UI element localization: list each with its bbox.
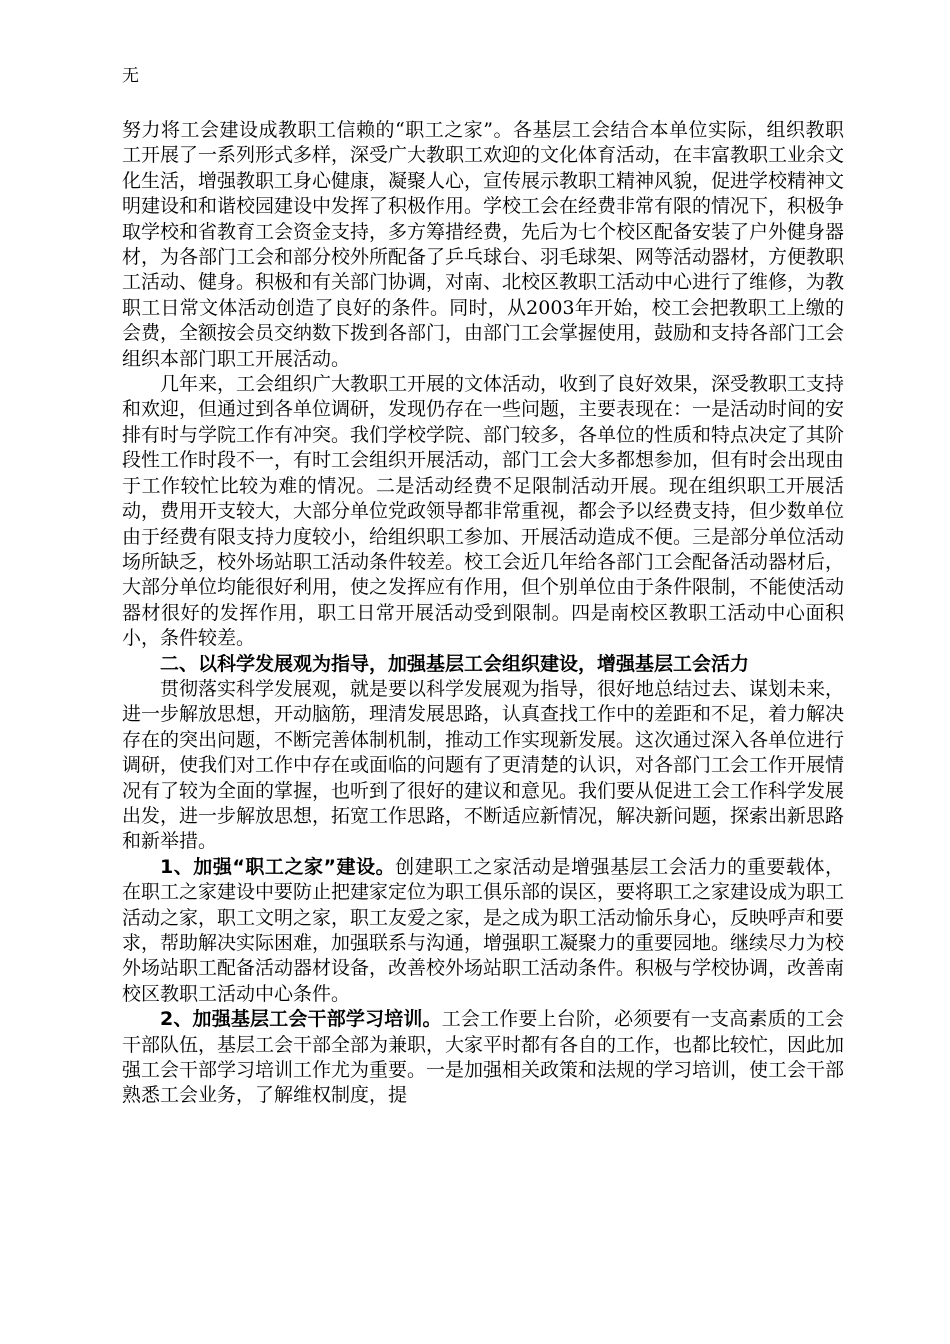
item-1-paragraph [122, 855, 844, 1007]
paragraph-problems: 几年来，工会组织广大教职工开展的文体活动，收到了良好效果，深受教职工支持和欢迎，但通过到各单位调研，发现仍存在一些问题，主要表现在：一是活动时间的安排有时与学院工作有冲突。我们学校学院、部门较多，各单位的性质和特点决定了其阶段性工作时段不一，有时工会组织开展活动，部门工会大多都想参加，但有时会出现由于工作较忙比较为难的情况。二是活动经费不足限制活动开展。现在组织职工开展活动，费用开支较大，大部分单位党政领导都非常重视，都会予以经费支持，但少数单位由于经费有限支持力度较小，给组织职工参加、开展活动造成不便。三是部分单位活动场所缺乏，校外场站职工活动条件较差。校工会近几年给各部门工会配备活动器材后，大部分单位均能很好利用，使之发挥应有作用，但个别单位由于条件限制，不能使活动器材很好的发挥作用，职工日常开展活动受到限制。四是南校区教职工活动中心面积小，条件较差。 [122, 373, 845, 650]
document-body [122, 118, 844, 1109]
item-2-paragraph [122, 1007, 844, 1109]
paragraph-continuation: 努力将工会建设成教职工信赖的“职工之家”。各基层工会结合本单位实际，组织教职工开展了一系列形式多样，深受广大教职工欢迎的文化体育活动，在丰富教职工业余文化生活，增强教职工身心健康，凝聚人心，宣传展示教职工精神风貌，促进学校精神文明建设和和谐校园建设中发挥了积极作用。学校工会在经费非常有限的情况下，积极争取学校和省教育工会资金支持，多方筹措经费，先后为七个校区配备安装了户外健身器材，为各部门工会和部分校外所配备了乒乓球台、羽毛球架、网等活动器材，方便教职工活动、健身。积极和有关部门协调，对南、北校区教职工活动中心进行了维修，为教职工日常文体活动创造了良好的条件。同时，从2003年开始，校工会把教职工上缴的会费，全额按会员交纳数下拨到各部门，由部门工会掌握使用，鼓励和支持各部门工会组织本部门职工开展活动。 [122, 119, 845, 370]
paragraph-scientific-development: 贯彻落实科学发展观，就是要以科学发展观为指导，很好地总结过去、谋划未来，进一步解放思想，开动脑筋，理清发展思路，认真查找工作中的差距和不足，着力解决存在的突出问题，不断完善体制机制，推动工作实现新发展。这次通过深入各单位进行调研，使我们对工作中存在或面临的问题有了更清楚的认识，对各部门工会工作开展情况有了较为全面的掌握，也听到了很好的建议和意见。我们要从促进工会工作科学发展出发，进一步解放思想，拓宽工作思路，不断适应新情况，解决新问题，探索出新思路和新举措。 [122, 677, 845, 853]
item-2-lead: 2、加强基层工会干部学习培训。 [160, 1008, 442, 1031]
section-heading-2: 二、以科学发展观为指导，加强基层工会组织建设，增强基层工会活力 [160, 652, 750, 675]
item-1-lead: 1、加强“职工之家”建设。 [160, 855, 396, 878]
item-1-body: 创建职工之家活动是增强基层工会活力的重要载体，在职工之家建设中要防止把建家定位为职工俱乐部的误区，要将职工之家建设成为职工活动之家，职工文明之家，职工友爱之家，是之成为职工活动愉乐身心，反映呼声和要求，帮助解决实际困难，加强联系与沟通，增强职工凝聚力的重要园地。继续尽力为校外场站职工配备活动器材设备，改善校外场站职工活动条件。积极与学校协调，改善南校区教职工活动中心条件。 [122, 855, 845, 1005]
item-2-body: 工会工作要上台阶，必须要有一支高素质的工会干部队伍，基层工会干部全部为兼职，大家平时都有各自的工作，也都比较忙，因此加强工会干部学习培训工作尤为重要。一是加强相关政策和法规的学习培训，使工会干部熟悉工会业务，了解维权制度，提 [122, 1008, 845, 1107]
page-header-mark: 无 [122, 66, 139, 86]
